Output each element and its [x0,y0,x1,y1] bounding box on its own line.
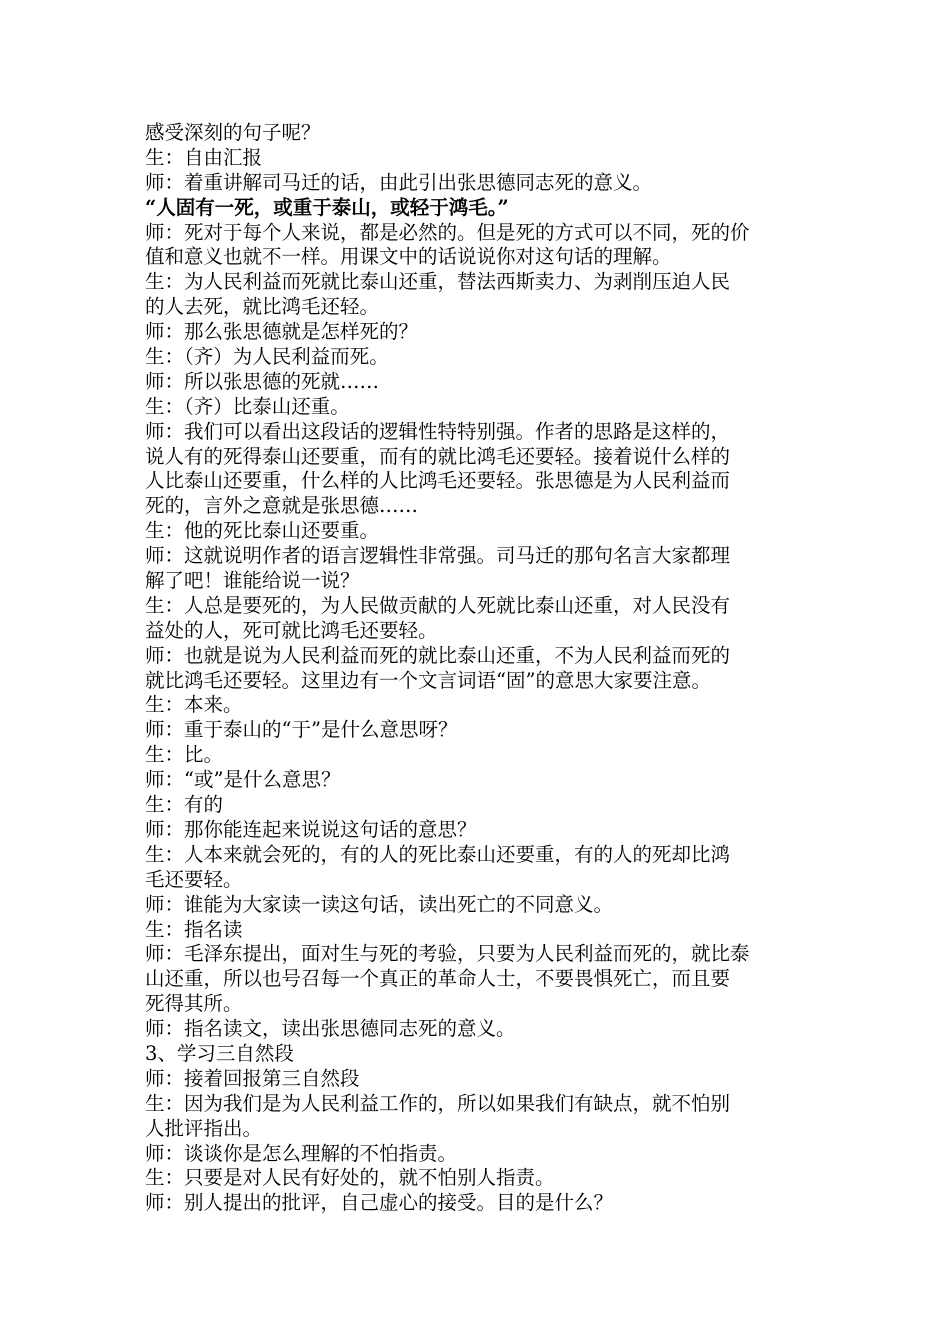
text-line: 就比鸿毛还要轻。这里边有一个文言词语“固”的意思大家要注意。 [145,668,711,692]
text-line: 生：指名读 [145,917,243,941]
text-line: 人批评指出。 [145,1116,263,1140]
text-line: 生：因为我们是为人民利益工作的，所以如果我们有缺点，就不怕别 [145,1091,731,1115]
text-line: 说人有的死得泰山还要重，而有的就比鸿毛还要轻。接着说什么样的 [145,444,731,468]
text-line: 3、学习三自然段 [145,1041,294,1065]
text-line: 生：本来。 [145,693,243,717]
text-line: 生：人总是要死的，为人民做贡献的人死就比泰山还重，对人民没有 [145,593,731,617]
text-line: 人比泰山还要重，什么样的人比鸿毛还要轻。张思德是为人民利益而 [145,469,731,493]
text-line: 师：毛泽东提出，面对生与死的考验，只要为人民利益而死的，就比泰 [145,942,750,966]
text-line: 生：他的死比泰山还要重。 [145,519,380,543]
text-line: 死的，言外之意就是张思德…… [145,494,419,518]
text-line: 值和意义也就不一样。用课文中的话说说你对这句话的理解。 [145,245,672,269]
text-line: 生：（齐）比泰山还重。 [145,394,350,418]
text-line: 生：人本来就会死的，有的人的死比泰山还要重，有的人的死却比鸿 [145,842,731,866]
text-line: 师：那么张思德就是怎样死的？ [145,320,419,344]
text-line: 师：指名读文，读出张思德同志死的意义。 [145,1017,516,1041]
text-line: 师：重于泰山的“于”是什么意思呀？ [145,718,458,742]
text-line: 山还重，所以也号召每一个真正的革命人士，不要畏惧死亡，而且要 [145,967,731,991]
text-line: 师：别人提出的批评，自己虚心的接受。目的是什么？ [145,1191,614,1215]
text-line: 死得其所。 [145,992,243,1016]
text-line: 师：着重讲解司马迁的话，由此引出张思德同志死的意义。 [145,170,653,194]
text-line: 的人去死，就比鸿毛还轻。 [145,295,380,319]
text-line: 益处的人，死可就比鸿毛还要轻。 [145,618,438,642]
text-line: 毛还要轻。 [145,867,243,891]
text-line: 生：（齐）为人民利益而死。 [145,345,389,369]
text-line: 感受深刻的句子呢？ [145,121,321,144]
text-line: 生：比。 [145,743,224,767]
text-line: 师：死对于每个人来说，都是必然的。但是死的方式可以不同，死的价 [145,220,750,244]
text-line: 解了吧！谁能给说一说？ [145,569,360,593]
text-line: 师：“或”是什么意思？ [145,768,341,792]
text-line: 师：接着回报第三自然段 [145,1066,360,1090]
text-line: 师：我们可以看出这段话的逻辑性特特别强。作者的思路是这样的， [145,419,731,443]
quote-line: “人固有一死，或重于泰山，或轻于鸿毛。” [145,195,509,219]
text-line: 师：谁能为大家读一读这句话，读出死亡的不同意义。 [145,892,614,916]
text-line: 生：有的 [145,793,224,817]
text-line: 师：也就是说为人民利益而死的就比泰山还重，不为人民利益而死的 [145,643,731,667]
text-line: 师：谈谈你是怎么理解的不怕指责。 [145,1141,458,1165]
text-line: 生：只要是对人民有好处的，就不怕别人指责。 [145,1166,555,1190]
text-line: 生：自由汇报 [145,145,263,169]
text-line: 师：那你能连起来说说这句话的意思？ [145,817,477,841]
text-line: 师：所以张思德的死就…… [145,369,380,393]
text-line: 师：这就说明作者的语言逻辑性非常强。司马迁的那句名言大家都理 [145,544,731,568]
document-page [145,121,820,1216]
text-line: 生：为人民利益而死就比泰山还重，替法西斯卖力、为剥削压迫人民 [145,270,731,294]
